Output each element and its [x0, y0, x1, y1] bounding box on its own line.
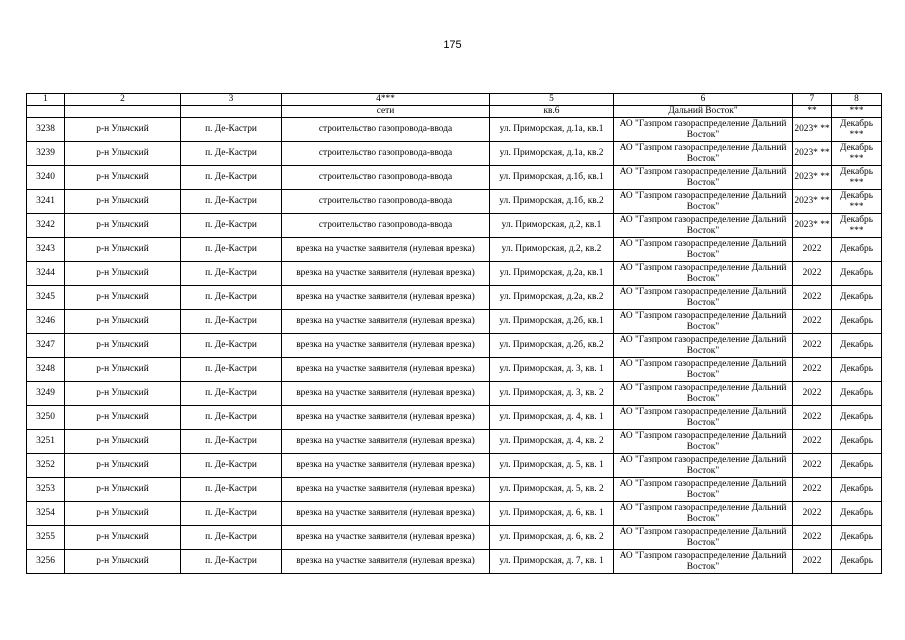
row-number-cell: 3255	[27, 526, 65, 550]
column-number-row	[27, 94, 882, 106]
year-cell: 2022	[793, 550, 832, 574]
work-type-cell: врезка на участке заявителя (нулевая врезка)	[282, 430, 490, 454]
district-cell: р-н Ульчский	[65, 454, 181, 478]
address-cell: ул. Приморская, д.2, кв.1	[490, 214, 614, 238]
month-cell: Декабрь	[832, 526, 882, 550]
row-number-cell: 3242	[27, 214, 65, 238]
address-cell: ул. Приморская, д. 7, кв. 1	[490, 550, 614, 574]
column-number: 2	[65, 94, 181, 106]
address-cell: ул. Приморская, д. 5, кв. 1	[490, 454, 614, 478]
year-cell: 2023* **	[793, 190, 832, 214]
work-type-cell: врезка на участке заявителя (нулевая врезка)	[282, 526, 490, 550]
month-cell: Декабрь	[832, 382, 882, 406]
table-row	[27, 430, 882, 454]
month-cell: Декабрь ***	[832, 118, 882, 142]
year-cell: 2023* **	[793, 214, 832, 238]
year-cell: 2022	[793, 286, 832, 310]
district-cell: р-н Ульчский	[65, 286, 181, 310]
row-number-cell: 3256	[27, 550, 65, 574]
settlement-cell: п. Де-Кастри	[181, 238, 282, 262]
month-cell: Декабрь	[832, 478, 882, 502]
work-type-cell: врезка на участке заявителя (нулевая врезка)	[282, 382, 490, 406]
settlement-cell: п. Де-Кастри	[181, 214, 282, 238]
district-cell: р-н Ульчский	[65, 382, 181, 406]
work-type-cell: врезка на участке заявителя (нулевая врезка)	[282, 478, 490, 502]
year-cell: 2022	[793, 310, 832, 334]
year-cell: 2022	[793, 430, 832, 454]
row-number-cell: 3240	[27, 166, 65, 190]
work-type-cell: строительство газопровода-ввода	[282, 166, 490, 190]
settlement-cell: п. Де-Кастри	[181, 526, 282, 550]
column-number: 7	[793, 94, 832, 106]
settlement-cell: п. Де-Кастри	[181, 190, 282, 214]
year-cell: 2022	[793, 526, 832, 550]
settlement-cell: п. Де-Кастри	[181, 334, 282, 358]
work-type-cell: строительство газопровода-ввода	[282, 142, 490, 166]
operator-cell: АО "Газпром газораспределение Дальний Восток"	[614, 478, 793, 502]
district-cell: р-н Ульчский	[65, 214, 181, 238]
table-row	[27, 358, 882, 382]
row-number-cell: 3244	[27, 262, 65, 286]
row-number-cell: 3251	[27, 430, 65, 454]
month-cell: Декабрь ***	[832, 166, 882, 190]
month-cell: Декабрь	[832, 502, 882, 526]
table-body	[27, 94, 882, 574]
row-number-cell: 3250	[27, 406, 65, 430]
continuation-cell	[181, 106, 282, 118]
district-cell: р-н Ульчский	[65, 118, 181, 142]
table-row	[27, 454, 882, 478]
work-type-cell: врезка на участке заявителя (нулевая врезка)	[282, 502, 490, 526]
address-cell: ул. Приморская, д.1б, кв.2	[490, 190, 614, 214]
district-cell: р-н Ульчский	[65, 166, 181, 190]
table-row	[27, 286, 882, 310]
row-number-cell: 3238	[27, 118, 65, 142]
district-cell: р-н Ульчский	[65, 310, 181, 334]
district-cell: р-н Ульчский	[65, 238, 181, 262]
settlement-cell: п. Де-Кастри	[181, 142, 282, 166]
column-number: 1	[27, 94, 65, 106]
district-cell: р-н Ульчский	[65, 478, 181, 502]
year-cell: 2022	[793, 238, 832, 262]
work-type-cell: строительство газопровода-ввода	[282, 118, 490, 142]
work-type-cell: врезка на участке заявителя (нулевая врезка)	[282, 334, 490, 358]
district-cell: р-н Ульчский	[65, 190, 181, 214]
address-cell: ул. Приморская, д. 6, кв. 2	[490, 526, 614, 550]
operator-cell: АО "Газпром газораспределение Дальний Восток"	[614, 262, 793, 286]
table-row	[27, 190, 882, 214]
district-cell: р-н Ульчский	[65, 142, 181, 166]
continuation-cell: **	[793, 106, 832, 118]
settlement-cell: п. Де-Кастри	[181, 550, 282, 574]
operator-cell: АО "Газпром газораспределение Дальний Восток"	[614, 238, 793, 262]
operator-cell: АО "Газпром газораспределение Дальний Восток"	[614, 454, 793, 478]
row-number-cell: 3247	[27, 334, 65, 358]
month-cell: Декабрь	[832, 238, 882, 262]
table-row	[27, 166, 882, 190]
address-cell: ул. Приморская, д. 4, кв. 1	[490, 406, 614, 430]
month-cell: Декабрь	[832, 430, 882, 454]
operator-cell: АО "Газпром газораспределение Дальний Восток"	[614, 526, 793, 550]
district-cell: р-н Ульчский	[65, 502, 181, 526]
table-row	[27, 310, 882, 334]
operator-cell: АО "Газпром газораспределение Дальний Восток"	[614, 382, 793, 406]
work-type-cell: врезка на участке заявителя (нулевая врезка)	[282, 262, 490, 286]
year-cell: 2022	[793, 262, 832, 286]
column-number: 8	[832, 94, 882, 106]
year-cell: 2023* **	[793, 166, 832, 190]
address-cell: ул. Приморская, д. 6, кв. 1	[490, 502, 614, 526]
operator-cell: АО "Газпром газораспределение Дальний Восток"	[614, 406, 793, 430]
operator-cell: АО "Газпром газораспределение Дальний Восток"	[614, 430, 793, 454]
month-cell: Декабрь	[832, 334, 882, 358]
settlement-cell: п. Де-Кастри	[181, 286, 282, 310]
operator-cell: АО "Газпром газораспределение Дальний Восток"	[614, 142, 793, 166]
address-cell: ул. Приморская, д. 4, кв. 2	[490, 430, 614, 454]
year-cell: 2023* **	[793, 142, 832, 166]
row-number-cell: 3241	[27, 190, 65, 214]
year-cell: 2022	[793, 502, 832, 526]
month-cell: Декабрь ***	[832, 214, 882, 238]
work-type-cell: врезка на участке заявителя (нулевая врезка)	[282, 358, 490, 382]
district-cell: р-н Ульчский	[65, 406, 181, 430]
settlement-cell: п. Де-Кастри	[181, 358, 282, 382]
month-cell: Декабрь ***	[832, 142, 882, 166]
operator-cell: АО "Газпром газораспределение Дальний Восток"	[614, 334, 793, 358]
continuation-row	[27, 106, 882, 118]
operator-cell: АО "Газпром газораспределение Дальний Восток"	[614, 166, 793, 190]
year-cell: 2022	[793, 334, 832, 358]
month-cell: Декабрь	[832, 358, 882, 382]
table-row	[27, 502, 882, 526]
operator-cell: АО "Газпром газораспределение Дальний Восток"	[614, 502, 793, 526]
table-row	[27, 238, 882, 262]
settlement-cell: п. Де-Кастри	[181, 502, 282, 526]
settlement-cell: п. Де-Кастри	[181, 430, 282, 454]
settlement-cell: п. Де-Кастри	[181, 310, 282, 334]
page-number: 175	[443, 39, 462, 51]
table-row	[27, 478, 882, 502]
continuation-cell: кв.6	[490, 106, 614, 118]
table-row	[27, 262, 882, 286]
month-cell: Декабрь	[832, 262, 882, 286]
address-cell: ул. Приморская, д.2, кв.2	[490, 238, 614, 262]
month-cell: Декабрь	[832, 286, 882, 310]
row-number-cell: 3252	[27, 454, 65, 478]
year-cell: 2022	[793, 406, 832, 430]
operator-cell: АО "Газпром газораспределение Дальний Восток"	[614, 118, 793, 142]
row-number-cell: 3246	[27, 310, 65, 334]
row-number-cell: 3249	[27, 382, 65, 406]
address-cell: ул. Приморская, д.1а, кв.1	[490, 118, 614, 142]
work-type-cell: врезка на участке заявителя (нулевая врезка)	[282, 454, 490, 478]
address-cell: ул. Приморская, д.2а, кв.1	[490, 262, 614, 286]
table-row	[27, 526, 882, 550]
continuation-cell: сети	[282, 106, 490, 118]
address-cell: ул. Приморская, д.1б, кв.1	[490, 166, 614, 190]
column-number: 3	[181, 94, 282, 106]
district-cell: р-н Ульчский	[65, 430, 181, 454]
month-cell: Декабрь	[832, 454, 882, 478]
year-cell: 2022	[793, 382, 832, 406]
work-type-cell: врезка на участке заявителя (нулевая врезка)	[282, 238, 490, 262]
work-type-cell: врезка на участке заявителя (нулевая врезка)	[282, 286, 490, 310]
row-number-cell: 3245	[27, 286, 65, 310]
district-cell: р-н Ульчский	[65, 334, 181, 358]
row-number-cell: 3243	[27, 238, 65, 262]
operator-cell: АО "Газпром газораспределение Дальний Восток"	[614, 358, 793, 382]
settlement-cell: п. Де-Кастри	[181, 478, 282, 502]
operator-cell: АО "Газпром газораспределение Дальний Восток"	[614, 310, 793, 334]
table-row	[27, 382, 882, 406]
month-cell: Декабрь	[832, 310, 882, 334]
year-cell: 2023* **	[793, 118, 832, 142]
operator-cell: АО "Газпром газораспределение Дальний Восток"	[614, 286, 793, 310]
operator-cell: АО "Газпром газораспределение Дальний Восток"	[614, 550, 793, 574]
settlement-cell: п. Де-Кастри	[181, 382, 282, 406]
table-row	[27, 142, 882, 166]
continuation-cell: ***	[832, 106, 882, 118]
row-number-cell: 3253	[27, 478, 65, 502]
row-number-cell: 3248	[27, 358, 65, 382]
continuation-cell	[27, 106, 65, 118]
year-cell: 2022	[793, 454, 832, 478]
settlement-cell: п. Де-Кастри	[181, 262, 282, 286]
district-cell: р-н Ульчский	[65, 358, 181, 382]
district-cell: р-н Ульчский	[65, 550, 181, 574]
settlement-cell: п. Де-Кастри	[181, 406, 282, 430]
work-type-cell: строительство газопровода-ввода	[282, 190, 490, 214]
row-number-cell: 3254	[27, 502, 65, 526]
address-cell: ул. Приморская, д.1а, кв.2	[490, 142, 614, 166]
table-row	[27, 118, 882, 142]
settlement-cell: п. Де-Кастри	[181, 118, 282, 142]
column-number: 4***	[282, 94, 490, 106]
address-cell: ул. Приморская, д.2б, кв.1	[490, 310, 614, 334]
year-cell: 2022	[793, 358, 832, 382]
work-type-cell: врезка на участке заявителя (нулевая врезка)	[282, 310, 490, 334]
column-number: 5	[490, 94, 614, 106]
table-row	[27, 334, 882, 358]
table-row	[27, 406, 882, 430]
address-cell: ул. Приморская, д. 3, кв. 2	[490, 382, 614, 406]
continuation-cell	[65, 106, 181, 118]
address-cell: ул. Приморская, д. 3, кв. 1	[490, 358, 614, 382]
address-cell: ул. Приморская, д.2б, кв.2	[490, 334, 614, 358]
operator-cell: АО "Газпром газораспределение Дальний Восток"	[614, 190, 793, 214]
district-cell: р-н Ульчский	[65, 262, 181, 286]
month-cell: Декабрь	[832, 550, 882, 574]
gas-connection-table	[26, 93, 882, 574]
address-cell: ул. Приморская, д. 5, кв. 2	[490, 478, 614, 502]
district-cell: р-н Ульчский	[65, 526, 181, 550]
work-type-cell: врезка на участке заявителя (нулевая врезка)	[282, 550, 490, 574]
row-number-cell: 3239	[27, 142, 65, 166]
month-cell: Декабрь	[832, 406, 882, 430]
address-cell: ул. Приморская, д.2а, кв.2	[490, 286, 614, 310]
table-row	[27, 550, 882, 574]
column-number: 6	[614, 94, 793, 106]
continuation-cell: Дальний Восток"	[614, 106, 793, 118]
work-type-cell: строительство газопровода-ввода	[282, 214, 490, 238]
month-cell: Декабрь ***	[832, 190, 882, 214]
operator-cell: АО "Газпром газораспределение Дальний Восток"	[614, 214, 793, 238]
work-type-cell: врезка на участке заявителя (нулевая врезка)	[282, 406, 490, 430]
table-row	[27, 214, 882, 238]
settlement-cell: п. Де-Кастри	[181, 454, 282, 478]
settlement-cell: п. Де-Кастри	[181, 166, 282, 190]
year-cell: 2022	[793, 478, 832, 502]
